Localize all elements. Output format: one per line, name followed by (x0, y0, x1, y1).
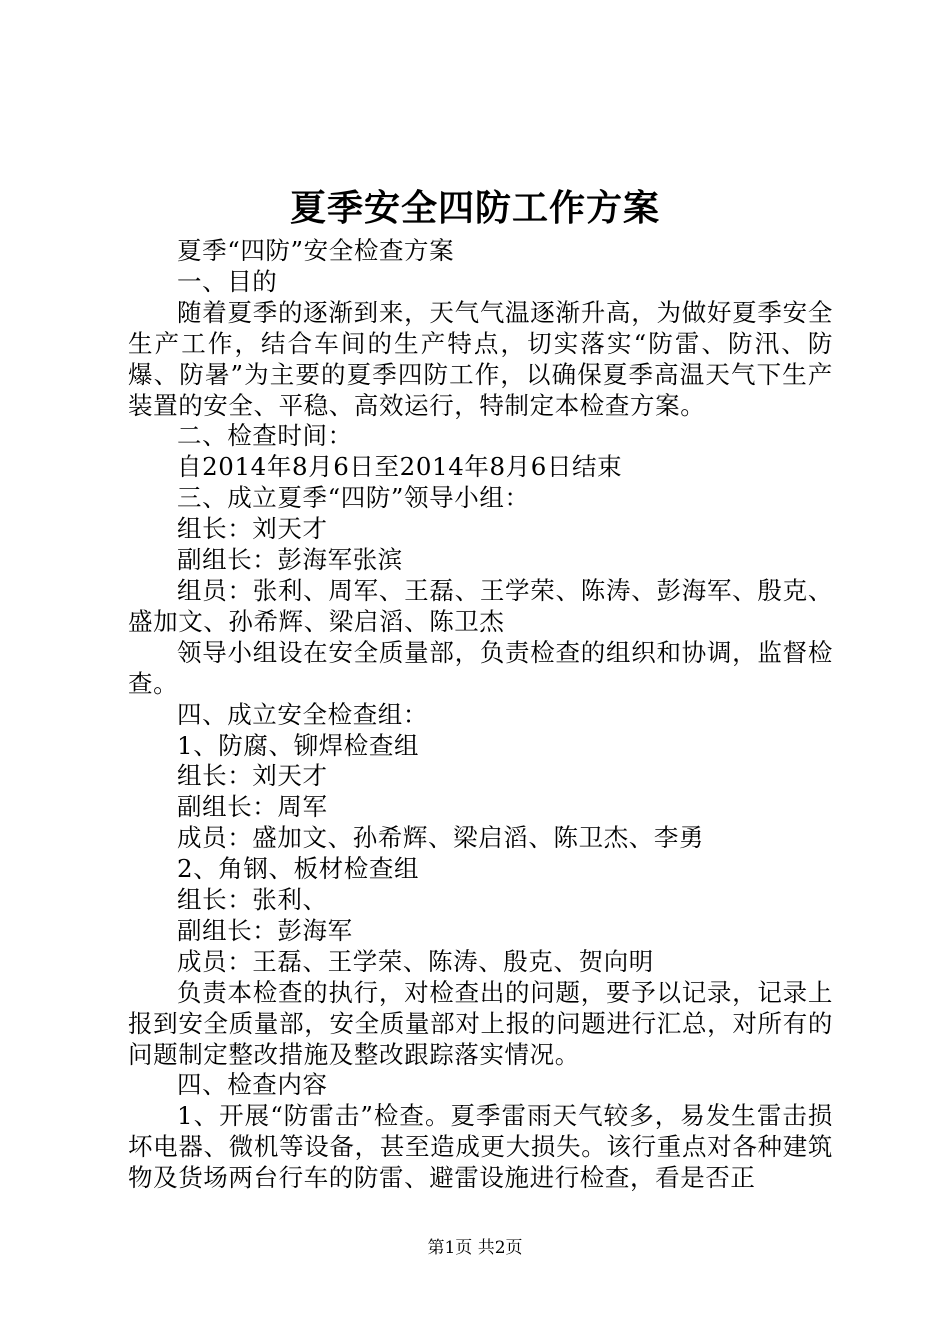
paragraph-group-1-title: 1、防腐、铆焊检查组 (177, 730, 420, 760)
paragraph-group-1-leader: 组长：刘天才 (177, 761, 328, 791)
paragraph-group-members: 组员：张利、周军、王磊、王学荣、陈涛、彭海军、殷克、盛加文、孙希辉、梁启滔、陈卫杰 (128, 575, 833, 636)
paragraph-responsibility: 负责本检查的执行，对检查出的问题，要予以记录，记录上报到安全质量部，安全质量部对上报的问题进行汇总，对所有的问题制定整改措施及整改跟踪落实情况。 (128, 977, 833, 1069)
page-footer: 第1页 共2页 (427, 1238, 523, 1258)
heading-inspection-groups: 四、成立安全检查组： (177, 699, 428, 729)
heading-inspection-time: 二、检查时间： (177, 421, 353, 451)
document-body (128, 236, 833, 1194)
paragraph-group-leader: 组长：刘天才 (177, 514, 328, 544)
document-title: 夏季安全四防工作方案 (289, 187, 660, 229)
paragraph-group-2-deputy: 副组长：彭海军 (177, 915, 353, 945)
paragraph-group-2-members: 成员：王磊、王学荣、陈涛、殷克、贺向明 (177, 946, 654, 976)
paragraph-deputy-leader: 副组长：彭海军张滨 (177, 545, 403, 575)
paragraph-group-2-leader: 组长：张利、 (177, 885, 328, 915)
paragraph-group-2-title: 2、角钢、板材检查组 (177, 854, 420, 884)
paragraph-group-1-deputy: 副组长：周军 (177, 792, 328, 822)
paragraph-purpose: 随着夏季的逐渐到来，天气气温逐渐升高，为做好夏季安全生产工作，结合车间的生产特点，切实落实“防雷、防汛、防爆、防暑”为主要的夏季四防工作，以确保夏季高温天气下生产装置的安全、平稳、高效运行，特制定本检查方案。 (128, 297, 833, 420)
paragraph-group-1-members: 成员：盛加文、孙希辉、梁启滔、陈卫杰、李勇 (177, 823, 705, 853)
paragraph-lightning-check: 1、开展“防雷击”检查。夏季雷雨天气较多，易发生雷击损坏电器、微机等设备，甚至造成更大损失。该行重点对各种建筑物及货场两台行车的防雷、避雷设施进行检查，看是否正 (128, 1101, 833, 1193)
paragraph-inspection-time: 自2014年8月6日至2014年8月6日结束 (177, 452, 623, 482)
heading-inspection-content: 四、检查内容 (177, 1070, 328, 1100)
heading-purpose: 一、目的 (177, 266, 278, 296)
heading-leadership-group: 三、成立夏季“四防”领导小组： (177, 483, 530, 513)
paragraph-group-office: 领导小组设在安全质量部，负责检查的组织和协调，监督检查。 (128, 637, 833, 698)
paragraph-subtitle: 夏季“四防”安全检查方案 (177, 236, 455, 265)
